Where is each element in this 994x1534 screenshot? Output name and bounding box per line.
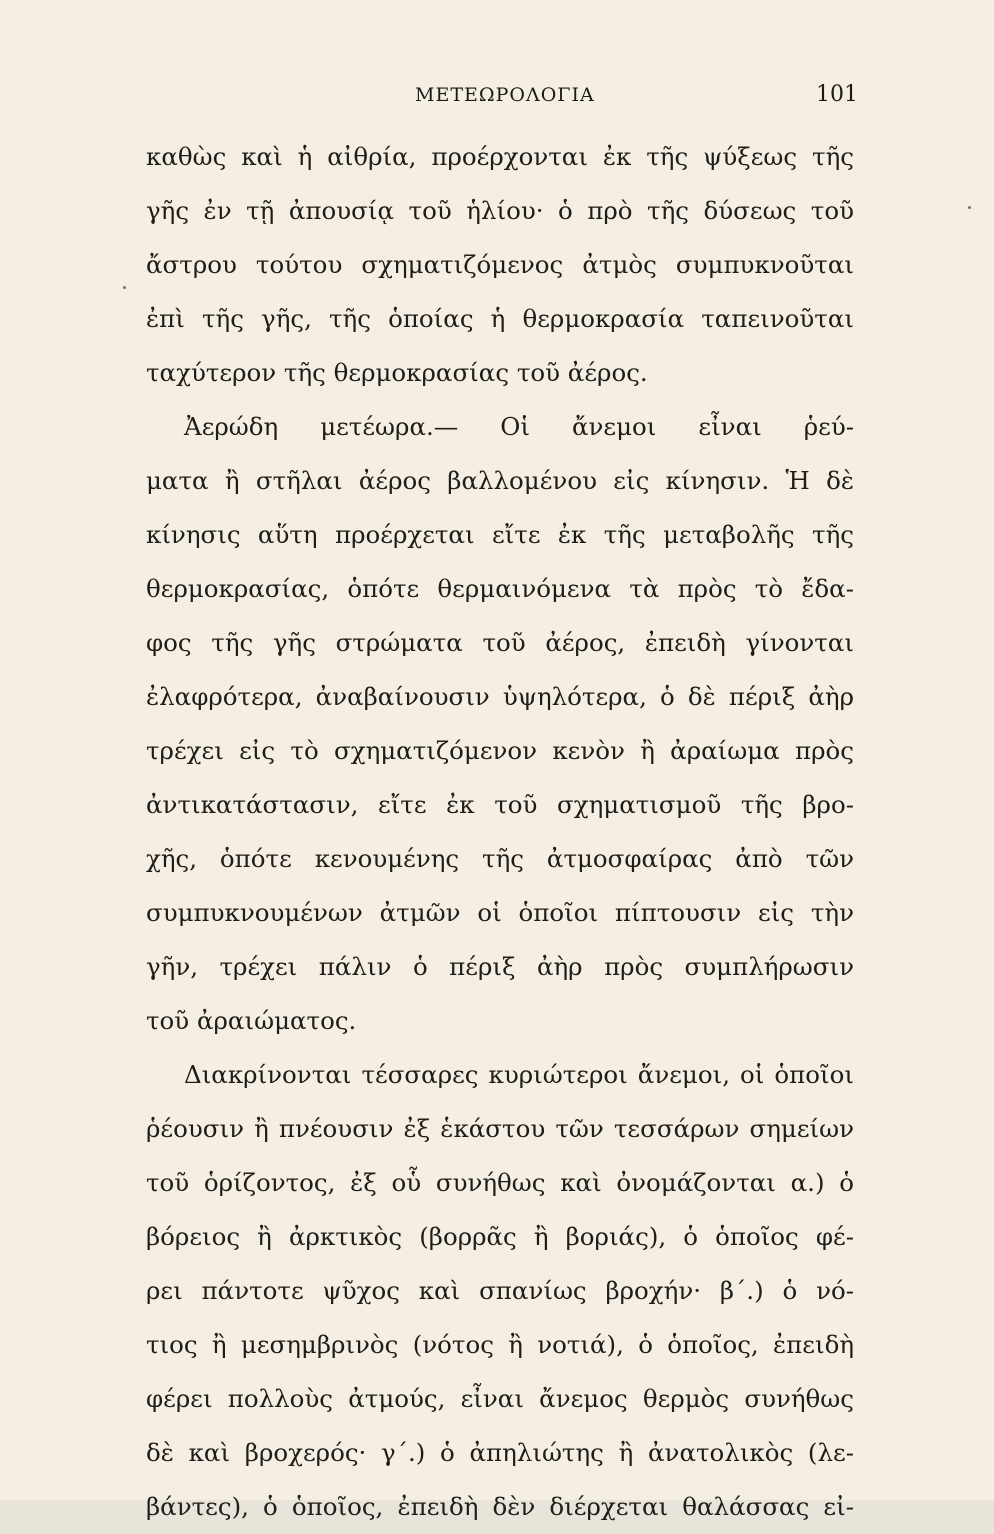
text-line: ῥέουσιν ἢ πνέουσιν ἐξ ἑκάστου τῶν τεσσάρων σημείων xyxy=(146,1114,854,1143)
text-line: τοῦ ἀραιώματος. xyxy=(146,1006,357,1035)
text-line: τοῦ ὁρίζοντος, ἐξ οὗ συνήθως καὶ ὀνομάζονται α.) ὁ xyxy=(146,1168,854,1197)
ink-speck xyxy=(123,286,126,289)
text-line: καθὼς καὶ ἡ αἰθρία, προέρχονται ἐκ τῆς ψύξεως τῆς xyxy=(146,142,854,171)
text-line: κίνησις αὕτη προέρχεται εἴτε ἐκ τῆς μεταβολῆς τῆς xyxy=(146,520,854,549)
page-number: 101 xyxy=(816,82,858,107)
text-line: ταχύτερον τῆς θερμοκρασίας τοῦ ἀέρος. xyxy=(146,358,648,387)
text-line: βάντες), ὁ ὁποῖος, ἐπειδὴ δὲν διέρχεται θαλάσσας εἰ- xyxy=(146,1492,854,1521)
text-line: ἐπὶ τῆς γῆς, τῆς ὁποίας ἡ θερμοκρασία ταπεινοῦται xyxy=(146,304,854,333)
text-line: τιος ἢ μεσημβρινὸς (νότος ἢ νοτιά), ὁ ὁποῖος, ἐπειδὴ xyxy=(146,1330,854,1359)
text-line: τρέχει εἰς τὸ σχηματιζόμενον κενὸν ἢ ἀραίωμα πρὸς xyxy=(146,736,854,765)
running-title: ΜΕΤΕΩΡΟΛΟΓΙΑ xyxy=(415,84,595,106)
text-line: Ἀερώδη μετέωρα.— Οἱ ἄνεμοι εἶναι ῥεύ- xyxy=(184,412,854,441)
text-line: ρει πάντοτε ψῦχος καὶ σπανίως βροχήν· β΄.) ὁ νό- xyxy=(146,1276,854,1305)
text-line: Διακρίνονται τέσσαρες κυριώτεροι ἄνεμοι, οἱ ὁποῖοι xyxy=(184,1060,854,1089)
text-line: συμπυκνουμένων ἀτμῶν οἱ ὁποῖοι πίπτουσιν εἰς τὴν xyxy=(146,898,854,927)
text-line: ἀντικατάστασιν, εἴτε ἐκ τοῦ σχηματισμοῦ τῆς βρο- xyxy=(146,790,854,819)
text-line: ἄστρου τούτου σχηματιζόμενος ἀτμὸς συμπυκνοῦται xyxy=(146,250,854,279)
text-line: φέρει πολλοὺς ἀτμούς, εἶναι ἄνεμος θερμὸς συνήθως xyxy=(146,1384,854,1413)
text-line: φος τῆς γῆς στρώματα τοῦ ἀέρος, ἐπειδὴ γίνονται xyxy=(146,628,854,657)
text-line: γῆν, τρέχει πάλιν ὁ πέριξ ἀὴρ πρὸς συμπλήρωσιν xyxy=(146,952,854,981)
running-head xyxy=(0,76,994,116)
text-line: ἐλαφρότερα, ἀναβαίνουσιν ὑψηλότερα, ὁ δὲ πέριξ ἀὴρ xyxy=(146,682,854,711)
text-line: δὲ καὶ βροχερός· γ΄.) ὁ ἀπηλιώτης ἢ ἀνατολικὸς (λε- xyxy=(146,1438,854,1467)
text-line: χῆς, ὁπότε κενουμένης τῆς ἀτμοσφαίρας ἀπὸ τῶν xyxy=(146,844,854,873)
text-line: βόρειος ἢ ἀρκτικὸς (βορρᾶς ἢ βοριάς), ὁ ὁποῖος φέ- xyxy=(146,1222,854,1251)
text-line: θερμοκρασίας, ὁπότε θερμαινόμενα τὰ πρὸς τὸ ἔδα- xyxy=(146,574,854,603)
text-line: ματα ἢ στῆλαι ἀέρος βαλλομένου εἰς κίνησιν. Ἡ δὲ xyxy=(146,466,854,495)
ink-speck xyxy=(968,206,971,209)
text-line: γῆς ἐν τῇ ἀπουσίᾳ τοῦ ἡλίου· ὁ πρὸ τῆς δύσεως τοῦ xyxy=(146,196,854,225)
body-text xyxy=(146,130,854,1534)
